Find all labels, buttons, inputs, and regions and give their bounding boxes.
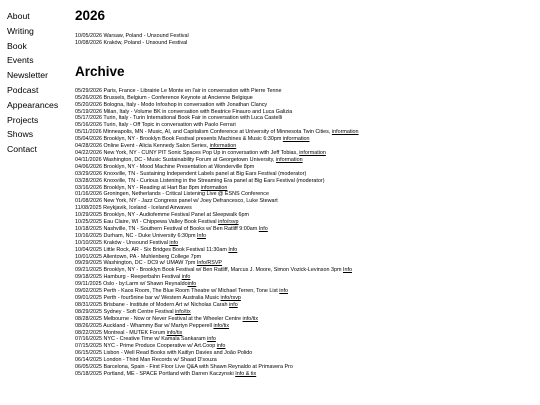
main-content [75,8,537,378]
event-text: 05/19/2026 Milan, Italy - Volume BK in conversation with Beatrice Finauro and Luca Galizia [75,108,293,115]
event-info-link[interactable]: information [275,156,303,163]
event-text: 04/28/2026 Online Event - Alicia Kennedy Salon Series, [75,143,210,150]
event-text: 03/16/2026 Brooklyn, NY - Reading at Hart Bar 8pm [75,184,201,191]
event-info-link[interactable]: Info/RSVP [196,260,223,267]
event-item [75,157,537,164]
event-item [75,247,537,254]
event-item [75,364,537,371]
event-text: 09/21/2025 Brooklyn, NY - Brooklyn Book Festival w/ Ben Ratliff, Marcus J. Moore, Simon Vozick-Levinson 3pm [75,267,343,274]
event-text: 09/18/2025 Hamburg - Reeperbahn Festival [75,274,182,281]
event-info-link[interactable]: Info [342,267,352,274]
event-text: 05/16/2026 Turin, Italy - Off Topic in conversation with Paolo Ferrari [75,122,236,129]
event-text: 06/15/2025 Lisbon - Well Read Books with Kaitlyn Davies and João Polido [75,350,253,357]
event-text: 06/14/2025 London - Third Man Records w/ Shaad D'souza [75,357,217,364]
event-text: 05/26/2026 Brussels, Belgium - Conference Keynote at Ancienne Belgique [75,94,253,101]
event-text: 05/20/2026 Bologna, Italy - Modo Infoshop in conversation with Jonathan Clancy [75,101,268,108]
event-item [75,164,537,171]
event-text: 09/02/2025 Perth - Kaos Room, The Blue Room Theatre w/ Michael Terren, Tone List [75,288,280,295]
event-item [75,102,537,109]
event-text: 08/28/2025 Melbourne - Now or Never Festival at the Wheeler Centre [75,315,243,322]
event-item [75,316,537,323]
event-item [75,115,537,122]
nav-link-events[interactable]: Events [7,55,34,66]
event-text: 05/04/2026 Brooklyn, NY - Brooklyn Book Festival presents Machines & Music 6:30pm [75,136,283,143]
event-info-link[interactable]: info/tix [166,329,183,336]
event-item [75,267,537,274]
event-text: 04/06/2026 Brooklyn, NY - Mood Machine Presentation at Wonderville 8pm [75,163,255,170]
event-item [75,143,537,150]
event-item [75,178,537,185]
event-info-link[interactable]: info/rsvp [220,295,241,301]
event-item [75,95,537,102]
event-text: 11/08/2025 Reykjavik, Iceland - Iceland Airwaves [75,205,192,212]
event-text: 04/22/2026 New York, NY - CUNY PIT Sonic Spaces Pop Up in conversation with Jeff Tobias, [75,149,300,156]
event-item [75,336,537,343]
event-text: 10/18/2025 Nashville, TN - Southern Festival of Books w/ Ben Ratliff 9:00am [75,225,259,232]
event-text: 10/10/2025 Kraków - Unsound Festival [75,239,170,246]
nav-link-projects[interactable]: Projects [7,114,39,125]
nav-link-appearances[interactable]: Appearances [7,99,59,110]
event-text: 06/05/2025 Barcelona, Spain - First Floor Live Q&A with Shawn Reynaldo at Primavera Pro [75,364,293,371]
event-item [75,260,537,267]
event-item [75,136,537,143]
archive-event-list [75,88,537,378]
event-item [75,295,537,302]
event-text: 05/29/2026 Paris, France - Librairie Le Monte en l'air in conversation with Pierre Tenne [75,87,282,94]
event-text: 03/28/2026 Knoxville, TN - Curious Listening in the Streaming Era panel at Big Ears Festival (moderator) [75,177,325,184]
event-item [75,323,537,330]
event-info-link[interactable]: info [181,274,191,281]
event-item [75,122,537,129]
event-item [75,191,537,198]
nav-link-about[interactable]: About [7,11,30,21]
event-item [75,212,537,219]
event-item [75,198,537,205]
event-text: 01/08/2026 New York, NY - Jazz Congress panel w/ Joey Defrancesco, Luke Stewart [75,198,278,205]
event-item [75,205,537,212]
nav-link-contact[interactable]: Contact [7,144,37,155]
sidebar-nav [7,9,69,157]
event-info-link[interactable]: information [331,129,359,136]
archive-heading: Archive [75,63,125,79]
event-text: 10/25/2025 Eau Claire, WI - Chippewa Valley Book Festival [75,219,219,226]
event-item [75,88,537,95]
event-info-link[interactable]: info/tix [175,308,191,315]
event-info-link[interactable]: Info [258,225,268,232]
event-text: 10/01/2025 Allentown, PA - Muhlenberg College 7pm [75,253,202,260]
event-item [75,129,537,136]
event-info-link[interactable]: info [216,343,226,350]
event-text: 10/08/2026 Kraków, Poland - Unsound Festival [75,39,188,46]
event-item [75,40,537,47]
event-info-link[interactable]: information [299,149,326,156]
event-info-link[interactable]: info/tix [213,322,230,329]
event-text: 07/16/2025 NYC - Creative Time w/ Kamala Sankaram [75,336,208,343]
event-item [75,274,537,281]
event-text: 05/11/2026 Minneapolis, MN - Music, AI, and Capitalism Conference at University of Minnesota Twin Cities, [75,129,332,136]
nav-link-writing[interactable]: Writing [7,25,34,36]
event-text: 08/31/2025 Brisbane - Institute of Modern Art w/ Nicholas Carah [75,301,230,308]
event-text: 01/16/2026 Groningen, Netherlands - Critical Listening Live @ ESNS Conference [75,191,269,198]
event-text: 08/26/2025 Auckland - Whammy Bar w/ Martyn Pepperell [75,322,214,329]
event-text: 10/05/2026 Warsaw, Poland - Unsound Festival [75,33,189,39]
event-text: 10/04/2025 Little Rock, AR - Six Bridges Book Festival 11:30am [75,246,229,253]
event-text: 05/17/2026 Turin, Italy - Turin International Book Fair in conversation with Luca Castelli [75,115,283,122]
event-info-link[interactable]: info [169,239,179,246]
event-text: 04/11/2026 Washington, DC - Music Sustainability Forum at Georgetown University, [75,156,276,163]
nav-link-newsletter[interactable]: Newsletter [7,70,49,81]
event-item [75,281,537,288]
event-item [75,330,537,337]
nav-link-book[interactable]: Book [7,40,27,51]
event-item [75,302,537,309]
event-info-link[interactable]: Info & tix [235,370,257,377]
event-item [75,109,537,116]
event-info-link[interactable]: Info [228,246,238,253]
event-info-link[interactable]: Info [196,232,206,239]
event-text: 10/29/2025 Brooklyn, NY - Audiofemme Festival Panel at Sleepwalk 6pm [75,212,249,219]
event-info-link[interactable]: info/tix [242,315,259,322]
event-item [75,343,537,350]
event-item [75,240,537,247]
event-text: 09/29/2025 Washington, DC - DC9 w/ UMAW 7pm [75,260,197,267]
event-item [75,171,537,178]
event-item [75,219,537,226]
event-item [75,185,537,192]
nav-link-shows[interactable]: Shows [7,129,34,140]
event-info-link[interactable]: information [282,136,310,143]
event-item [75,350,537,357]
event-text: 10/16/2025 Durham, NC - Duke University 6:30pm [75,232,197,239]
event-item [75,33,537,40]
event-item [75,357,537,364]
event-info-link[interactable]: info [207,336,216,343]
event-info-link[interactable]: info [279,288,288,295]
event-item [75,254,537,261]
event-info-link[interactable]: info/rsvp [218,219,239,226]
event-item [75,288,537,295]
event-text: 09/11/2025 Oslo - by:Larm w/ Shawn Reynaldo [75,281,188,288]
event-item [75,150,537,157]
event-info-link[interactable]: info [229,301,238,308]
event-item [75,371,537,378]
event-info-link[interactable]: info [187,281,197,288]
nav-link-podcast[interactable]: Podcast [7,84,39,95]
event-text: 05/18/2025 Portland, ME - SPACE Portland with Darren Kaczynski [75,370,236,377]
event-text: 07/15/2025 NYC - Prime Produce Cooperative w/ Art.Coop [75,343,217,350]
upcoming-event-list [75,33,537,47]
event-item [75,233,537,240]
event-item [75,226,537,233]
event-item [75,309,537,316]
event-text: 03/29/2026 Knoxville, TN - Sustaining Independent Labels panel at Big Ears Festival (moderator) [75,170,307,177]
event-info-link[interactable]: information [200,184,228,191]
upcoming-heading: 2026 [75,8,106,23]
event-text: 08/29/2025 Sydney - Soft Centre Festival [75,308,176,315]
event-text: 09/01/2025 Perth - four5nine bar w/ Western Australia Music [75,295,221,301]
event-info-link[interactable]: information [209,143,237,150]
event-text: 08/22/2025 Montreal - MUTEK Forum [75,329,167,336]
